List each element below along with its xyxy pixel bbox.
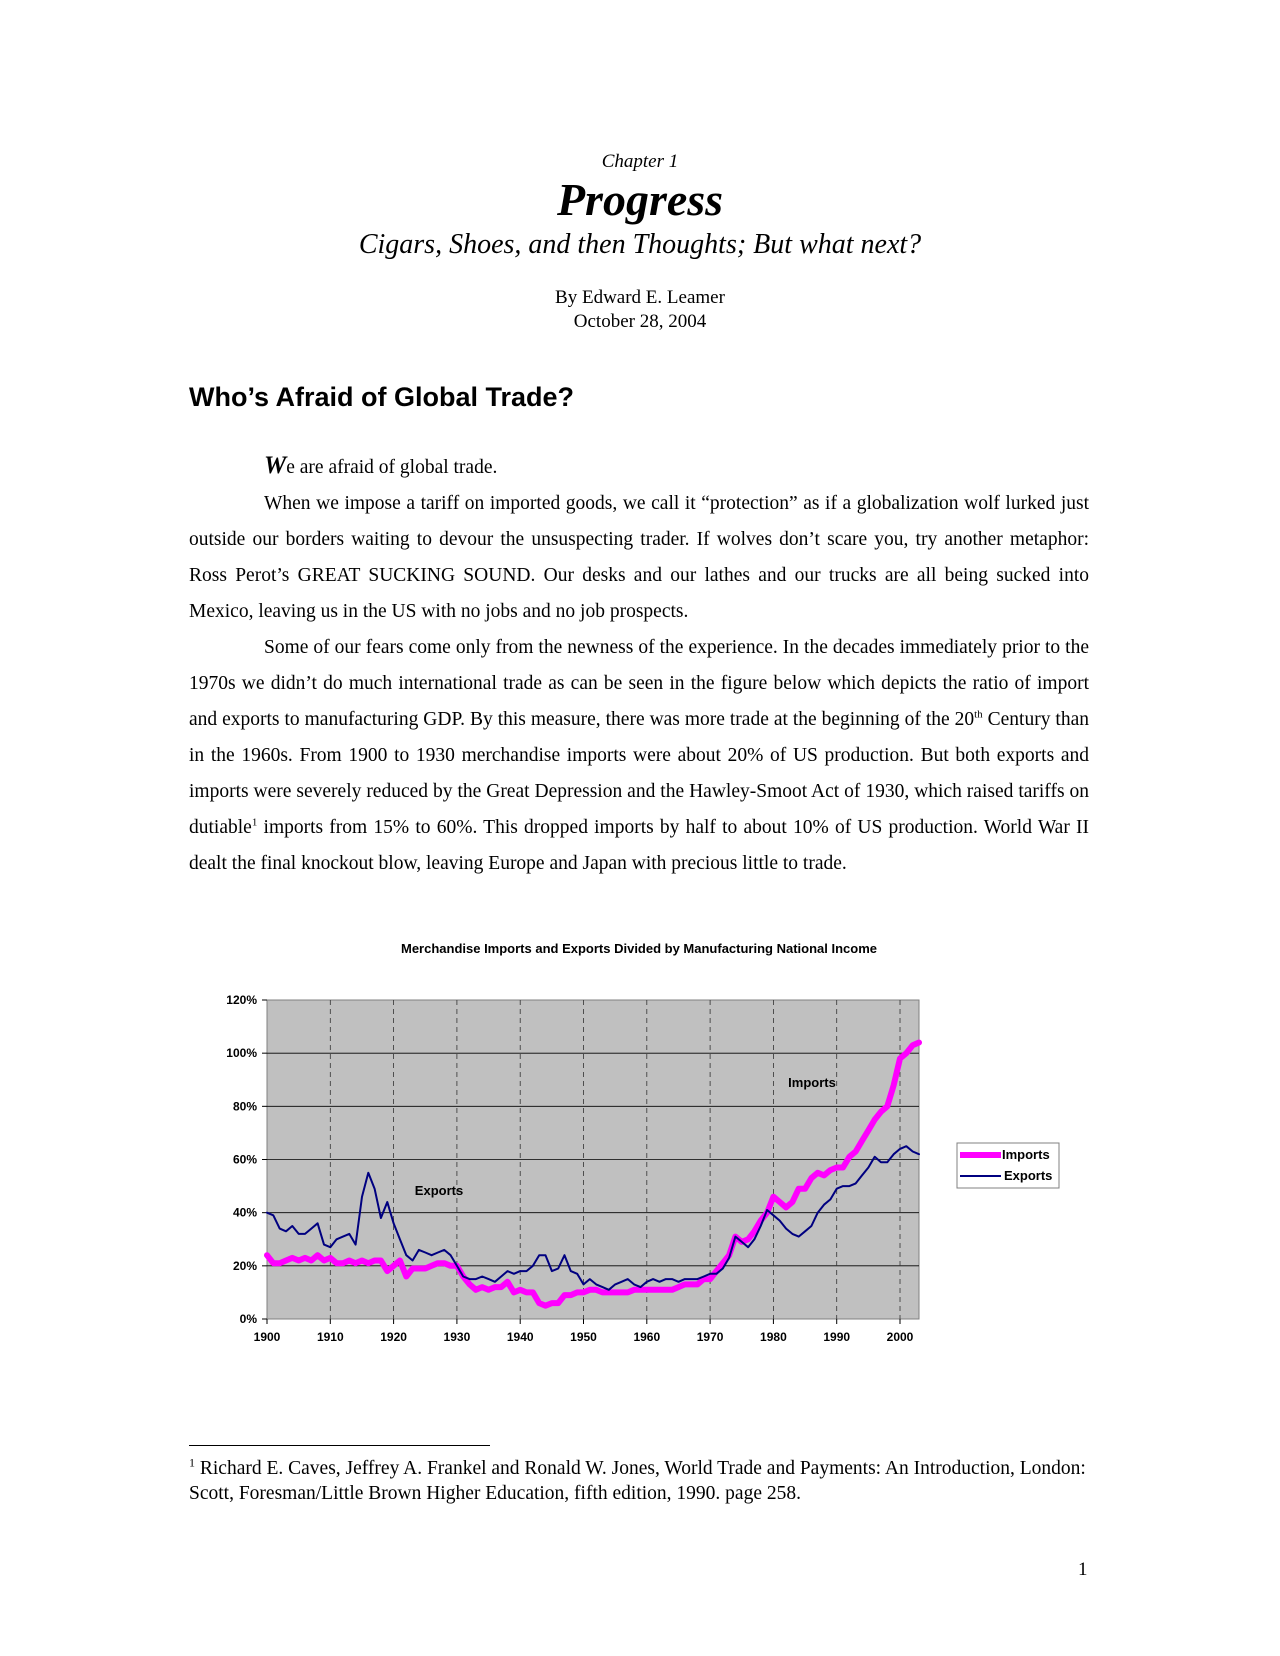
date-line: October 28, 2004 [573, 311, 707, 332]
chart-title: Merchandise Imports and Exports Divided by Manufacturing National Income [400, 941, 878, 956]
paragraph-3-part-c: imports from 15% to 60%. This dropped imports by half to about 10% of US production. World War II dealt the final knockout blow, leaving Europe and Japan with precious little to trade. [189, 817, 1089, 874]
paragraph-3-part-a: Some of our fears come only from the newness of the experience. In the decades immediately prior to the 1970s we didn’t do much international trade as can be seen in the figure below which depicts the ratio of import and exports to manufacturing GDP. By this measure, there was more trade at the beginning of the 20 [189, 637, 1089, 730]
drop-cap: W [264, 452, 287, 479]
paragraph-1 [189, 448, 1089, 486]
chapter-subtitle: Cigars, Shoes, and then Thoughts; But what next? [358, 229, 922, 260]
paragraph-2: When we impose a tariff on imported goods, we call it “protection” as if a globalization wolf lurked just outside our borders waiting to devour the unsuspecting trader. If wolves don’t scare you, try another metaphor: Ross Perot’s GREAT SUCKING SOUND. Our desks and our lathes and our trucks are all being sucked into Mexico, leaving us in the US with no jobs and no job prospects. [189, 493, 1089, 622]
page-number: 1 [1078, 1559, 1088, 1580]
byline [0, 286, 1280, 334]
chapter-title: Progress [556, 174, 724, 225]
legend-imports-label: Imports [1002, 1147, 1050, 1162]
y-tick-label: 120% [226, 993, 257, 1007]
y-tick-label: 80% [232, 1099, 257, 1114]
footnote [189, 1456, 1089, 1506]
trade-chart [189, 940, 1089, 1350]
footnote-reference[interactable]: 1 [251, 816, 258, 829]
paragraph-3 [189, 630, 1089, 882]
x-tick-label: 1990 [823, 1330, 851, 1344]
x-tick-label: 1910 [316, 1330, 344, 1344]
footnote-text: Richard E. Caves, Jeffrey A. Frankel and Ronald W. Jones, World Trade and Payments: An Introduction, London: Scott, Foresman/Little Brown Higher Education, fifth edition, 1990. page 258. [189, 1458, 1086, 1504]
paragraph-3-part-b: Century than in the 1960s. From 1900 to 1930 merchandise imports were about 20% of US production. But both exports and imports were severely reduced by the Great Depression and the Hawley-Smoot Act of 1930, which raised tariffs on dutiable [189, 709, 1089, 838]
x-tick-label: 1960 [633, 1330, 661, 1344]
y-tick-label: 20% [232, 1258, 257, 1273]
y-axis-ticks [226, 993, 267, 1326]
y-tick-label: 0% [239, 1312, 257, 1326]
x-tick-label: 1930 [443, 1330, 471, 1344]
legend-exports-label: Exports [1004, 1168, 1053, 1183]
chapter-label: Chapter 1 [601, 151, 679, 172]
ordinal-suffix: th [974, 708, 983, 721]
exports-annotation: Exports [414, 1183, 464, 1198]
author-line: By Edward E. Leamer [555, 287, 725, 308]
x-tick-label: 1950 [570, 1330, 597, 1344]
body-text [189, 448, 1089, 882]
y-tick-label: 40% [232, 1205, 257, 1220]
paragraph-1-text: e are afraid of global trade. [286, 457, 498, 478]
section-heading: Who’s Afraid of Global Trade? [189, 382, 575, 412]
imports-annotation: Imports [788, 1075, 836, 1090]
x-tick-label: 1970 [696, 1330, 724, 1344]
y-tick-label: 60% [232, 1152, 257, 1167]
x-axis-ticks [254, 1319, 914, 1344]
legend [957, 1143, 1059, 1188]
x-tick-label: 1940 [506, 1330, 534, 1344]
x-tick-label: 2000 [886, 1330, 914, 1344]
x-tick-label: 1920 [380, 1330, 407, 1344]
footnote-divider [189, 1445, 490, 1446]
x-tick-label: 1900 [253, 1330, 281, 1344]
footnote-marker: 1 [189, 1455, 195, 1470]
x-tick-label: 1980 [760, 1330, 787, 1344]
y-tick-label: 100% [226, 1046, 257, 1061]
